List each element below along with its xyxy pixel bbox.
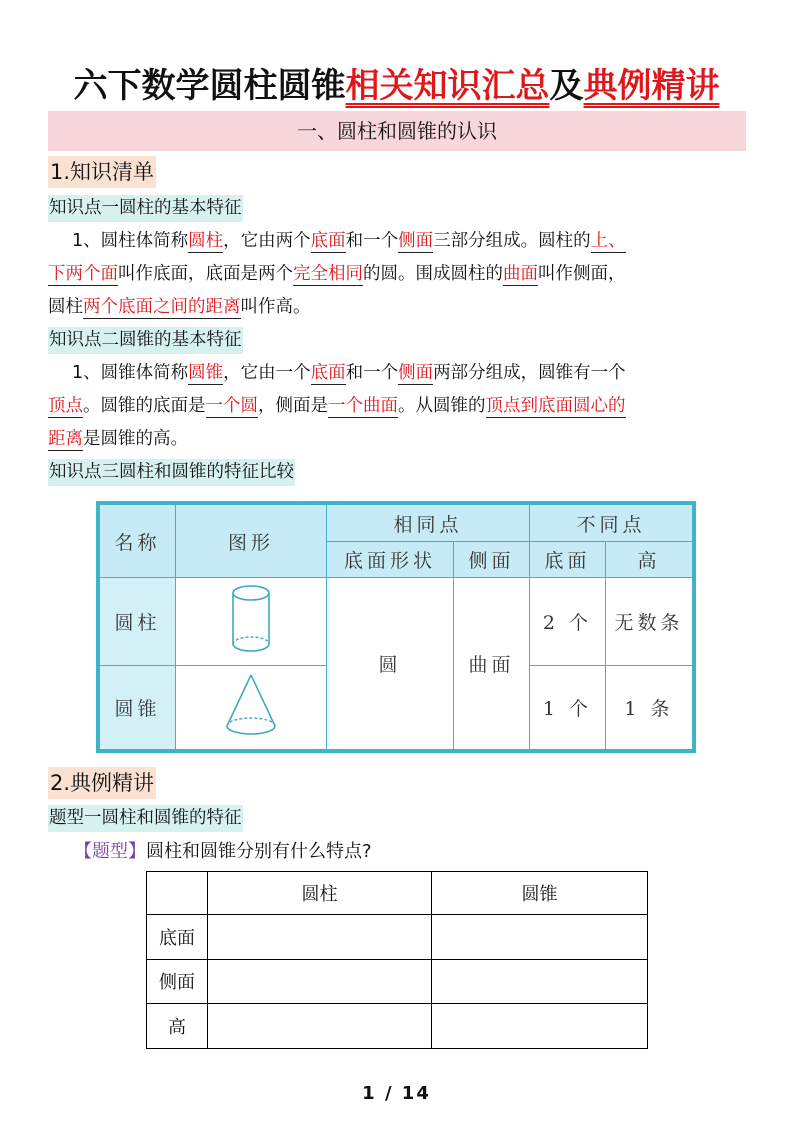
- answer-cell[interactable]: [208, 915, 432, 960]
- key-term: 圆锥: [188, 363, 224, 383]
- key-term: 距离: [48, 429, 83, 449]
- cone-icon: [223, 672, 279, 738]
- row-side: 侧面: [147, 959, 208, 1004]
- key-term: 底面: [310, 231, 346, 251]
- same-side: 曲面: [454, 578, 530, 750]
- title-part: 及: [549, 66, 584, 106]
- page-indicator: 1 / 14: [362, 1083, 431, 1104]
- title-highlight: 相关知识汇总: [345, 66, 550, 106]
- row-base: 底面: [147, 915, 208, 960]
- cone-height-count: 1 条: [606, 666, 693, 750]
- answer-cell[interactable]: [432, 959, 648, 1004]
- row-name-cylinder: 圆柱: [100, 578, 176, 666]
- key-term: 侧面: [398, 363, 434, 383]
- cylinder-figure: [176, 578, 327, 666]
- cylinder-base-count: 2 个: [530, 578, 606, 666]
- key-term: 顶点到底面圆心的: [485, 396, 626, 416]
- corner-cell: [147, 872, 208, 915]
- example-type-1-heading: 题型一圆柱和圆锥的特征: [48, 805, 243, 832]
- knowledge-point-2-heading: 知识点二圆锥的基本特征: [48, 327, 243, 354]
- key-term: 侧面: [398, 231, 434, 251]
- key-term: 下两个面: [48, 264, 118, 284]
- cone-figure: [176, 666, 327, 750]
- header-base-shape: 底面形状: [327, 542, 454, 578]
- question-text: 圆柱和圆锥分别有什么特点?: [146, 841, 372, 862]
- header-name: 名称: [100, 505, 176, 578]
- section-heading-knowledge: 1.知识清单: [48, 156, 156, 188]
- cylinder-height-count: 无数条: [606, 578, 693, 666]
- row-name-cone: 圆锥: [100, 666, 176, 750]
- key-term: 完全相同: [293, 264, 363, 284]
- key-term: 底面: [310, 363, 346, 383]
- col-cylinder: 圆柱: [208, 872, 432, 915]
- title-highlight: 典例精讲: [583, 66, 720, 106]
- chapter-banner: 一、圆柱和圆锥的认识: [48, 111, 746, 151]
- section-heading-examples: 2.典例精讲: [48, 767, 156, 799]
- key-term: 圆柱: [188, 231, 224, 251]
- key-term: 两个底面之间的距离: [83, 297, 241, 317]
- header-base: 底面: [530, 542, 606, 578]
- cone-base-count: 1 个: [530, 666, 606, 750]
- title-part: 六下数学圆柱圆锥: [73, 66, 346, 106]
- question-tag: 【题型】: [74, 841, 146, 862]
- header-side: 侧面: [454, 542, 530, 578]
- knowledge-point-1-heading: 知识点一圆柱的基本特征: [48, 195, 243, 222]
- key-term: 曲面: [503, 264, 538, 284]
- page-title: [0, 58, 793, 107]
- header-same: 相同点: [327, 505, 530, 542]
- header-shape: 图形: [176, 505, 327, 578]
- answer-cell[interactable]: [208, 1004, 432, 1049]
- header-diff: 不同点: [530, 505, 693, 542]
- col-cone: 圆锥: [432, 872, 648, 915]
- row-height: 高: [147, 1004, 208, 1049]
- key-term: 一个曲面: [328, 396, 398, 416]
- knowledge-point-3-heading: 知识点三圆柱和圆锥的特征比较: [48, 459, 295, 486]
- cylinder-icon: [226, 584, 276, 654]
- knowledge-point-1-text: 1、圆柱体简称圆柱，它由两个底面和一个侧面三部分组成。圆柱的上、 下两个面叫作底面，底面是两个完全相同的圆。围成圆柱的曲面叫作侧面， 圆柱两个底面之间的距离叫作高。: [48, 231, 626, 317]
- question: [74, 838, 372, 866]
- exercise-table: [146, 871, 648, 1049]
- same-base-shape: 圆: [327, 578, 454, 750]
- comparison-table: [96, 501, 696, 753]
- key-term: 一个圆: [205, 396, 258, 416]
- knowledge-point-2-text: 1、圆锥体简称圆锥，它由一个底面和一个侧面两部分组成，圆锥有一个 顶点。圆锥的底面是一个圆，侧面是一个曲面。从圆锥的顶点到底面圆心的 距离是圆锥的高。: [48, 363, 626, 449]
- answer-cell[interactable]: [208, 959, 432, 1004]
- answer-cell[interactable]: [432, 1004, 648, 1049]
- key-term: 上、: [590, 231, 626, 251]
- answer-cell[interactable]: [432, 915, 648, 960]
- header-height: 高: [606, 542, 693, 578]
- key-term: 顶点: [48, 396, 83, 416]
